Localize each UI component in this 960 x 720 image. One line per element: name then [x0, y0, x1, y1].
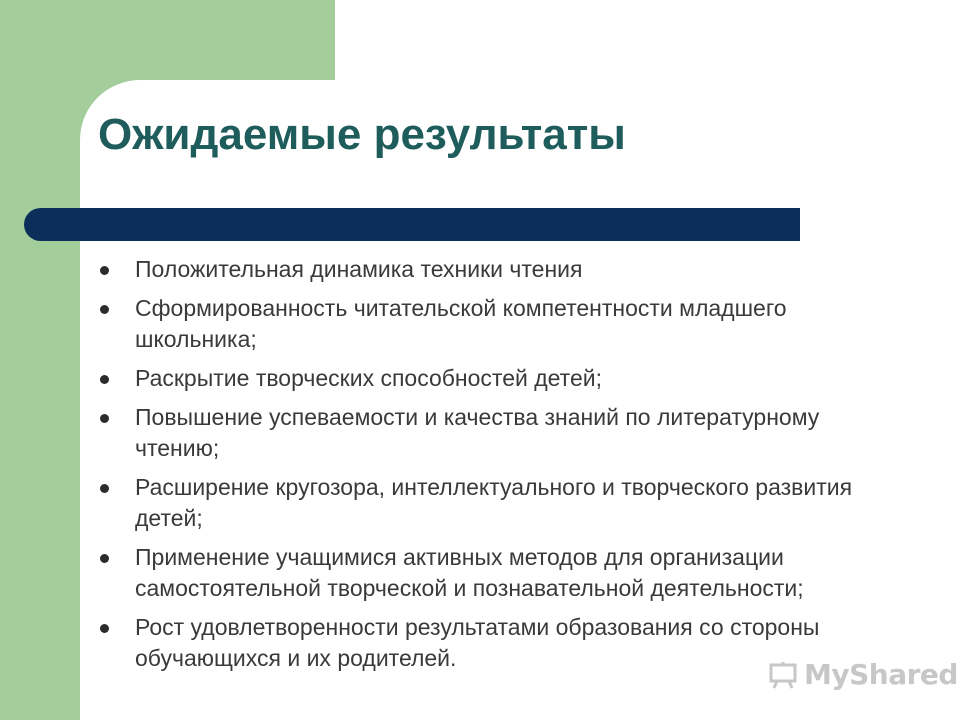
- title-underline-bar: [24, 208, 800, 241]
- list-item-text: Положительная динамика техники чтения: [135, 256, 583, 282]
- list-item: [100, 363, 860, 394]
- watermark-text: MyShared: [804, 658, 958, 691]
- bullet-dot-icon: [100, 484, 109, 493]
- bullet-dot-icon: [100, 414, 109, 423]
- watermark: [768, 658, 958, 691]
- list-item-text: Рост удовлетворенности результатами образования со стороны обучающихся и их родителей.: [135, 614, 820, 671]
- background-green-strip: [0, 80, 80, 720]
- list-item-text: Применение учащимися активных методов для организации самостоятельной творческой и познавательной деятельности;: [135, 544, 804, 601]
- list-item-text: Раскрытие творческих способностей детей;: [135, 365, 602, 391]
- list-item-text: Расширение кругозора, интеллектуального и творческого развития детей;: [135, 474, 853, 531]
- bullet-dot-icon: [100, 305, 109, 314]
- list-item: [100, 254, 860, 285]
- bullet-dot-icon: [100, 554, 109, 563]
- list-item: [100, 402, 860, 464]
- bullet-list: [100, 254, 860, 682]
- bullet-dot-icon: [100, 375, 109, 384]
- list-item: [100, 542, 860, 604]
- bullet-dot-icon: [100, 624, 109, 633]
- bullet-dot-icon: [100, 266, 109, 275]
- presentation-board-icon: [768, 660, 798, 690]
- list-item-text: Повышение успеваемости и качества знаний по литературному чтению;: [135, 404, 820, 461]
- list-item-text: Сформированность читательской компетентности младшего школьника;: [135, 295, 787, 352]
- list-item: [100, 293, 860, 355]
- list-item: [100, 612, 860, 674]
- slide-title: Ожидаемые результаты: [98, 110, 626, 159]
- list-item: [100, 472, 860, 534]
